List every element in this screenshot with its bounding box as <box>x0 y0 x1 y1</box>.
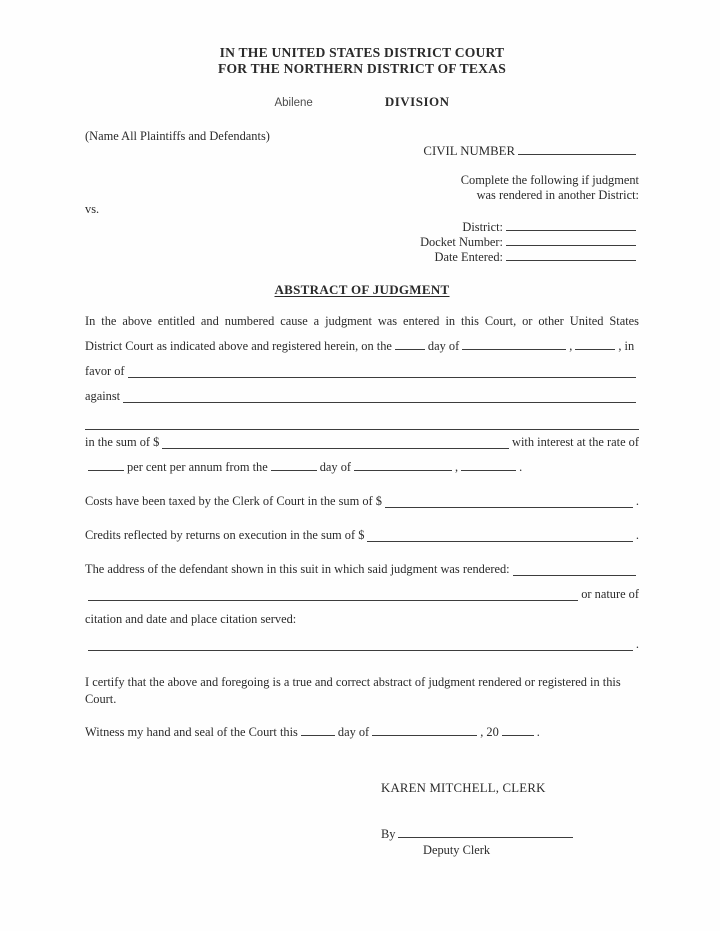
clerk-name: KAREN MITCHELL, CLERK <box>381 781 546 795</box>
percent-period: . <box>519 460 523 474</box>
docket-number-row <box>420 235 639 250</box>
certification-paragraph: I certify that the above and foregoing is a true and correct abstract of judgment rendered or registered in this Court. <box>85 675 621 706</box>
parties-note: (Name All Plaintiffs and Defendants) <box>85 129 270 143</box>
witness-period: . <box>536 725 540 739</box>
against-blank <box>123 402 636 403</box>
citation-period: . <box>635 637 639 651</box>
vs-label: vs. <box>85 202 100 216</box>
witness-year-prefix: , 20 <box>480 725 499 739</box>
civil-number-row <box>423 144 639 159</box>
other-district-note-line1: Complete the following if judgment <box>460 173 639 187</box>
signature-block <box>381 781 639 858</box>
sum-amount-blank <box>162 448 509 449</box>
percent-day-of-label: day of <box>319 460 352 474</box>
sum-line <box>85 430 639 455</box>
district-blank <box>506 229 636 231</box>
citation-blank-line <box>85 632 639 657</box>
percent-month-blank <box>354 469 452 471</box>
costs-label: Costs have been taxed by the Clerk of Court in the sum of $ <box>85 494 382 508</box>
address-line <box>85 557 639 582</box>
docket-number-label: Docket Number: <box>420 235 503 249</box>
judgment-intro-line1: In the above entitled and numbered cause a judgment was entered in this Court, or other United States <box>85 314 639 328</box>
intro-line2-text: District Court as indicated above and registered herein, on the <box>85 339 392 353</box>
other-district-note-line2: was rendered in another District: <box>476 188 639 202</box>
judgment-day-blank <box>395 348 425 350</box>
court-title <box>85 45 639 77</box>
form-title: ABSTRACT OF JUDGMENT <box>274 282 450 297</box>
costs-period: . <box>635 494 639 508</box>
witness-line <box>85 720 639 745</box>
deputy-clerk-label: Deputy Clerk <box>423 843 491 857</box>
costs-line <box>85 489 639 514</box>
interest-label: with interest at the rate of <box>512 435 639 449</box>
date-entered-blank <box>506 259 636 261</box>
witness-text: Witness my hand and seal of the Court this <box>85 725 298 739</box>
judgment-paragraph <box>85 309 639 657</box>
witness-month-blank <box>372 734 477 736</box>
form-title-wrap <box>85 282 639 298</box>
intro-day-of-label: day of <box>427 339 460 353</box>
witness-day-blank <box>301 734 335 736</box>
court-title-line2: FOR THE NORTHERN DISTRICT OF TEXAS <box>218 61 506 76</box>
against-line <box>85 384 639 409</box>
address-continuation-blank <box>88 600 578 601</box>
citation-line: citation and date and place citation served: <box>85 612 297 626</box>
division-value: Abilene <box>274 97 313 109</box>
intro-tail: , in <box>618 339 635 353</box>
credits-period: . <box>635 528 639 542</box>
district-row <box>462 220 639 235</box>
deputy-signature-blank <box>398 836 573 838</box>
judgment-year-blank <box>575 348 615 350</box>
percent-line <box>85 455 639 480</box>
by-row <box>381 827 639 842</box>
favor-of-line <box>85 359 639 384</box>
address-label: The address of the defendant shown in this suit in which said judgment was rendered: <box>85 562 510 576</box>
credits-label: Credits reflected by returns on execution in the sum of $ <box>85 528 365 542</box>
witness-day-of-label: day of <box>337 725 370 739</box>
docket-number-blank <box>506 244 636 246</box>
against-continuation-blank <box>85 415 639 430</box>
date-entered-label: Date Entered: <box>434 250 503 264</box>
court-title-line1: IN THE UNITED STATES DISTRICT COURT <box>219 45 505 60</box>
division-label: DIVISION <box>384 94 450 109</box>
intro-comma: , <box>569 339 573 353</box>
by-label: By <box>381 827 396 841</box>
nature-label: or nature of <box>581 587 639 601</box>
district-label: District: <box>462 220 503 234</box>
citation-blank <box>88 650 633 651</box>
civil-number-label: CIVIL NUMBER <box>423 144 515 158</box>
percent-year-blank <box>461 469 516 471</box>
date-entered-row <box>435 250 639 265</box>
judgment-intro-line2 <box>85 334 639 359</box>
credits-line <box>85 523 639 548</box>
costs-amount-blank <box>385 507 633 508</box>
percent-comma: , <box>455 460 459 474</box>
division-row <box>85 94 639 110</box>
favor-of-label: favor of <box>85 364 125 378</box>
witness-year-blank <box>502 734 534 736</box>
percent-label: per cent per annum from the <box>127 460 268 474</box>
favor-of-blank <box>128 377 636 378</box>
credits-amount-blank <box>367 541 632 542</box>
caption-block <box>85 129 639 270</box>
against-label: against <box>85 389 121 403</box>
judgment-month-blank <box>462 348 566 350</box>
address-blank <box>513 575 636 576</box>
percent-day-blank <box>271 469 317 471</box>
percent-rate-blank <box>88 469 124 471</box>
nature-line <box>85 582 639 607</box>
sum-label: in the sum of $ <box>85 435 160 449</box>
civil-number-blank <box>518 153 636 155</box>
